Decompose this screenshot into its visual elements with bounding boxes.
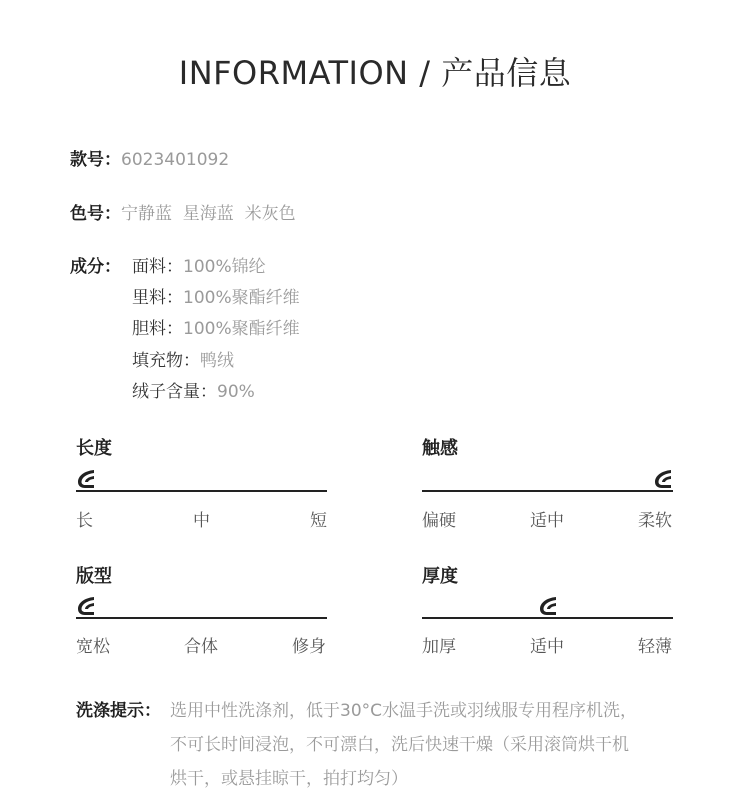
length-tick-mid: 中	[193, 511, 210, 531]
composition-item-value: 100%聚酯纤维	[183, 288, 300, 308]
thickness-scale-title: 厚度	[422, 566, 458, 587]
wash-text	[170, 694, 690, 794]
thickness-tick-mid: 适中	[530, 637, 564, 657]
composition-label: 成分：	[70, 257, 121, 277]
color-row	[70, 203, 296, 225]
composition-item-name: 里料：	[132, 288, 183, 308]
thickness-tick-end: 轻薄	[638, 637, 672, 657]
fit-scale-title: 版型	[76, 566, 112, 587]
page-title: INFORMATION / 产品信息	[178, 54, 572, 92]
composition-item-name: 面料：	[132, 257, 183, 277]
leaf-marker-icon	[653, 468, 673, 490]
composition-item-value: 90%	[217, 382, 255, 402]
color-label: 色号：	[70, 204, 121, 224]
composition-item	[132, 256, 266, 278]
composition-item	[132, 350, 234, 372]
thickness-tick-start: 加厚	[422, 637, 456, 657]
length-scale-title: 长度	[76, 438, 112, 459]
touch-tick-mid: 适中	[530, 511, 564, 531]
thickness-scale-line	[422, 617, 673, 619]
wash-line: 烘干，或悬挂晾干，拍打均匀）	[170, 769, 408, 789]
fit-tick-end: 修身	[292, 637, 326, 657]
composition-item-value: 100%锦纶	[183, 257, 266, 277]
composition-item	[132, 381, 255, 403]
composition-item-name: 绒子含量：	[132, 382, 217, 402]
composition-item-name: 填充物：	[132, 351, 200, 371]
touch-scale-line	[422, 490, 673, 492]
wash-label: 洗涤提示：	[76, 701, 161, 721]
length-tick-start: 长	[76, 511, 93, 531]
style-number-label: 款号：	[70, 150, 121, 170]
style-number-value: 6023401092	[121, 150, 230, 170]
touch-tick-end: 柔软	[638, 511, 672, 531]
fit-tick-mid: 合体	[184, 637, 218, 657]
touch-scale-title: 触感	[422, 438, 458, 459]
style-number-row	[70, 149, 229, 171]
composition-item-name: 胆料：	[132, 319, 183, 339]
fit-scale-line	[76, 617, 327, 619]
touch-tick-start: 偏硬	[422, 511, 456, 531]
composition-item-value: 100%聚酯纤维	[183, 319, 300, 339]
leaf-marker-icon	[76, 595, 96, 617]
composition-label-row	[70, 256, 121, 278]
wash-line: 选用中性洗涤剂，低于30°C水温手洗或羽绒服专用程序机洗，	[170, 701, 638, 721]
composition-item	[132, 318, 300, 340]
composition-item	[132, 287, 300, 309]
composition-item-value: 鸭绒	[200, 351, 234, 371]
fit-tick-start: 宽松	[76, 637, 110, 657]
color-value: 宁静蓝 星海蓝 米灰色	[121, 204, 296, 224]
length-scale-line	[76, 490, 327, 492]
length-tick-end: 短	[310, 511, 327, 531]
leaf-marker-icon	[538, 595, 558, 617]
leaf-marker-icon	[76, 468, 96, 490]
wash-line: 不可长时间浸泡，不可漂白，洗后快速干燥（采用滚筒烘干机	[170, 735, 629, 755]
